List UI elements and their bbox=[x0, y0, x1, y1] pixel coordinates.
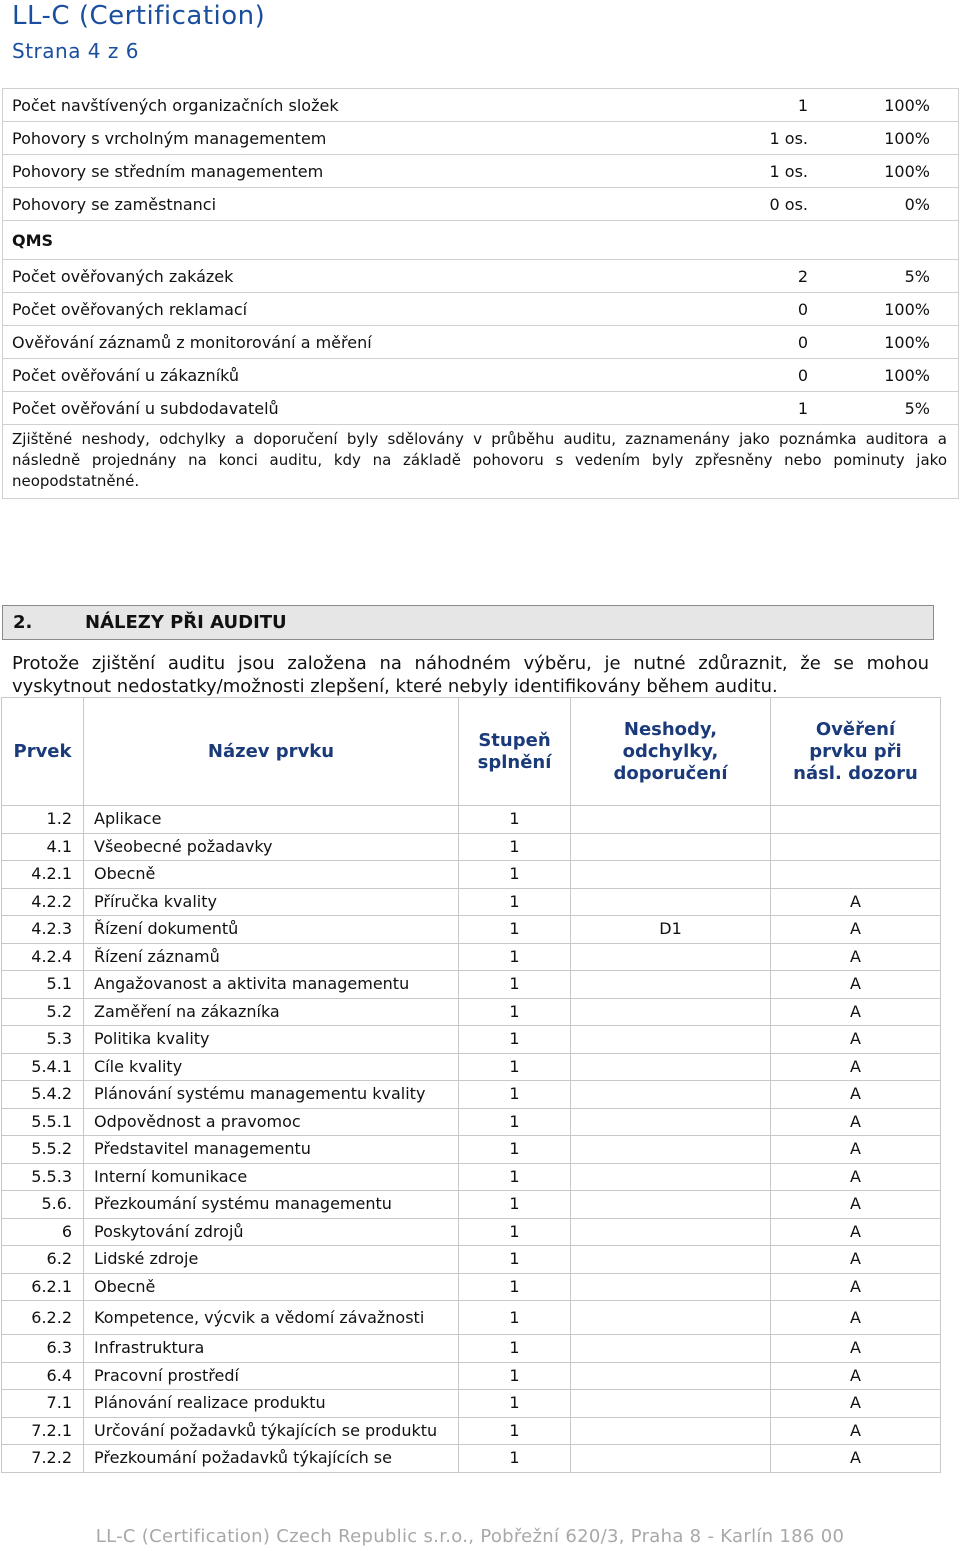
row-name: Politika kvality bbox=[84, 1026, 459, 1054]
row-verification: A bbox=[771, 1136, 941, 1164]
page-footer: LL-C (Certification) Czech Republic s.r.o., Pobřežní 620/3, Praha 8 - Karlín 186 00 bbox=[95, 1526, 845, 1547]
row-nonconformity bbox=[571, 1136, 771, 1164]
stats-row bbox=[3, 326, 958, 359]
row-verification bbox=[771, 833, 941, 861]
row-level: 1 bbox=[459, 1191, 571, 1219]
row-element: 5.5.3 bbox=[2, 1163, 84, 1191]
stats-count: 2 bbox=[797, 267, 808, 286]
stats-row bbox=[3, 188, 958, 221]
table-row bbox=[2, 1108, 941, 1136]
table-row bbox=[2, 1390, 941, 1418]
row-nonconformity bbox=[571, 1362, 771, 1390]
stats-percent: 5% bbox=[904, 399, 930, 418]
row-verification: A bbox=[771, 1163, 941, 1191]
row-name: Kompetence, výcvik a vědomí závažnosti bbox=[84, 1301, 459, 1335]
row-element: 5.4.2 bbox=[2, 1081, 84, 1109]
stats-count: 1 os. bbox=[769, 129, 808, 148]
findings-table bbox=[1, 697, 941, 1473]
stats-count: 0 bbox=[797, 300, 808, 319]
table-row bbox=[2, 1301, 941, 1335]
row-verification: A bbox=[771, 1301, 941, 1335]
qms-heading: QMS bbox=[12, 231, 54, 250]
stats-label: Pohovory s vrcholným managementem bbox=[12, 129, 327, 148]
table-row bbox=[2, 1335, 941, 1363]
table-row bbox=[2, 888, 941, 916]
findings-header-row bbox=[2, 698, 941, 806]
row-level: 1 bbox=[459, 1445, 571, 1473]
stats-label: Ověřování záznamů z monitorování a měření bbox=[12, 333, 372, 352]
row-nonconformity bbox=[571, 943, 771, 971]
row-element: 7.2.1 bbox=[2, 1417, 84, 1445]
row-nonconformity: D1 bbox=[571, 916, 771, 944]
row-name: Plánování realizace produktu bbox=[84, 1390, 459, 1418]
stats-percent: 100% bbox=[884, 162, 930, 181]
row-nonconformity bbox=[571, 1191, 771, 1219]
row-verification: A bbox=[771, 1273, 941, 1301]
row-verification: A bbox=[771, 1108, 941, 1136]
row-nonconformity bbox=[571, 1026, 771, 1054]
row-name: Pracovní prostředí bbox=[84, 1362, 459, 1390]
section-number: 2. bbox=[13, 612, 33, 633]
table-row bbox=[2, 998, 941, 1026]
row-element: 1.2 bbox=[2, 806, 84, 834]
row-level: 1 bbox=[459, 1390, 571, 1418]
table-row bbox=[2, 1273, 941, 1301]
row-name: Představitel managementu bbox=[84, 1136, 459, 1164]
row-name: Poskytování zdrojů bbox=[84, 1218, 459, 1246]
row-name: Plánování systému managementu kvality bbox=[84, 1081, 459, 1109]
row-nonconformity bbox=[571, 1218, 771, 1246]
stats-row bbox=[3, 392, 958, 425]
stats-count: 0 bbox=[797, 333, 808, 352]
stats-label: Pohovory se středním managementem bbox=[12, 162, 324, 181]
row-level: 1 bbox=[459, 833, 571, 861]
row-name: Určování požadavků týkajících se produktu bbox=[84, 1417, 459, 1445]
row-level: 1 bbox=[459, 888, 571, 916]
row-element: 5.6. bbox=[2, 1191, 84, 1219]
row-element: 7.1 bbox=[2, 1390, 84, 1418]
row-verification bbox=[771, 861, 941, 889]
row-level: 1 bbox=[459, 998, 571, 1026]
row-element: 5.3 bbox=[2, 1026, 84, 1054]
stats-count: 0 bbox=[797, 366, 808, 385]
row-element: 4.2.2 bbox=[2, 888, 84, 916]
stats-label: Počet navštívených organizačních složek bbox=[12, 96, 339, 115]
row-element: 4.2.4 bbox=[2, 943, 84, 971]
table-row bbox=[2, 1362, 941, 1390]
row-nonconformity bbox=[571, 1053, 771, 1081]
stats-label: Pohovory se zaměstnanci bbox=[12, 195, 217, 214]
row-verification: A bbox=[771, 1053, 941, 1081]
table-row bbox=[2, 806, 941, 834]
row-element: 6.4 bbox=[2, 1362, 84, 1390]
section-title: NÁLEZY PŘI AUDITU bbox=[85, 612, 287, 633]
row-level: 1 bbox=[459, 1108, 571, 1136]
row-level: 1 bbox=[459, 916, 571, 944]
row-nonconformity bbox=[571, 1445, 771, 1473]
row-element: 5.5.1 bbox=[2, 1108, 84, 1136]
section-intro: Protože zjištění auditu jsou založena na náhodném výběru, je nutné zdůraznit, že se mohou vyskytnout nedostatky/možnosti zlepšení, které nebyly identifikovány během auditu. bbox=[12, 653, 929, 697]
stats-row bbox=[3, 155, 958, 188]
table-row bbox=[2, 943, 941, 971]
row-nonconformity bbox=[571, 1273, 771, 1301]
row-name: Lidské zdroje bbox=[84, 1246, 459, 1274]
document-title: LL-C (Certification) bbox=[12, 1, 266, 31]
row-nonconformity bbox=[571, 1335, 771, 1363]
row-level: 1 bbox=[459, 1136, 571, 1164]
row-nonconformity bbox=[571, 833, 771, 861]
table-row bbox=[2, 1246, 941, 1274]
row-verification bbox=[771, 806, 941, 834]
stats-label: Počet ověřování u subdodavatelů bbox=[12, 399, 279, 418]
header-name: Název prvku bbox=[84, 698, 459, 806]
stats-percent: 100% bbox=[884, 129, 930, 148]
stats-label: Počet ověřování u zákazníků bbox=[12, 366, 240, 385]
table-row bbox=[2, 1026, 941, 1054]
row-element: 4.2.1 bbox=[2, 861, 84, 889]
audit-stats-table bbox=[2, 88, 959, 499]
row-verification: A bbox=[771, 1335, 941, 1363]
row-level: 1 bbox=[459, 806, 571, 834]
row-verification: A bbox=[771, 998, 941, 1026]
row-nonconformity bbox=[571, 1417, 771, 1445]
table-row bbox=[2, 1053, 941, 1081]
page-indicator: Strana 4 z 6 bbox=[12, 39, 139, 63]
row-name: Infrastruktura bbox=[84, 1335, 459, 1363]
header-verification: Ověření prvku při násl. dozoru bbox=[771, 698, 941, 806]
row-name: Řízení záznamů bbox=[84, 943, 459, 971]
row-verification: A bbox=[771, 1390, 941, 1418]
row-verification: A bbox=[771, 943, 941, 971]
row-level: 1 bbox=[459, 1246, 571, 1274]
row-element: 6.2 bbox=[2, 1246, 84, 1274]
row-element: 6.2.1 bbox=[2, 1273, 84, 1301]
stats-percent: 100% bbox=[884, 300, 930, 319]
table-row bbox=[2, 861, 941, 889]
row-level: 1 bbox=[459, 971, 571, 999]
row-verification: A bbox=[771, 916, 941, 944]
stats-count: 1 bbox=[797, 96, 808, 115]
row-name: Přezkoumání požadavků týkajících se bbox=[84, 1445, 459, 1473]
header-level: Stupeň splnění bbox=[459, 698, 571, 806]
table-row bbox=[2, 1081, 941, 1109]
row-nonconformity bbox=[571, 971, 771, 999]
row-nonconformity bbox=[571, 1246, 771, 1274]
row-name: Všeobecné požadavky bbox=[84, 833, 459, 861]
stats-count: 1 bbox=[797, 399, 808, 418]
row-name: Řízení dokumentů bbox=[84, 916, 459, 944]
table-row bbox=[2, 1417, 941, 1445]
row-name: Angažovanost a aktivita managementu bbox=[84, 971, 459, 999]
row-name: Přezkoumání systému managementu bbox=[84, 1191, 459, 1219]
stats-row bbox=[3, 260, 958, 293]
row-verification: A bbox=[771, 971, 941, 999]
audit-note: Zjištěné neshody, odchylky a doporučení byly sdělovány v průběhu auditu, zaznamenány jako poznámka auditora a následně projednány na konci auditu, kdy na základě pohovoru s vedením byly zpřesněny nebo pominuty jako neopodstatněné. bbox=[12, 430, 947, 490]
stats-label: Počet ověřovaných reklamací bbox=[12, 300, 248, 319]
stats-count: 0 os. bbox=[769, 195, 808, 214]
table-row bbox=[2, 1445, 941, 1473]
table-row bbox=[2, 1218, 941, 1246]
row-verification: A bbox=[771, 1218, 941, 1246]
row-name: Interní komunikace bbox=[84, 1163, 459, 1191]
row-verification: A bbox=[771, 1246, 941, 1274]
row-element: 5.2 bbox=[2, 998, 84, 1026]
row-level: 1 bbox=[459, 1218, 571, 1246]
table-row bbox=[2, 1191, 941, 1219]
row-name: Obecně bbox=[84, 1273, 459, 1301]
row-element: 4.1 bbox=[2, 833, 84, 861]
table-row bbox=[2, 971, 941, 999]
header-nonconformities: Neshody, odchylky, doporučení bbox=[571, 698, 771, 806]
stats-percent: 100% bbox=[884, 366, 930, 385]
row-element: 4.2.3 bbox=[2, 916, 84, 944]
stats-percent: 5% bbox=[904, 267, 930, 286]
row-level: 1 bbox=[459, 1163, 571, 1191]
table-row bbox=[2, 1163, 941, 1191]
row-nonconformity bbox=[571, 1108, 771, 1136]
row-verification: A bbox=[771, 1191, 941, 1219]
row-nonconformity bbox=[571, 806, 771, 834]
row-nonconformity bbox=[571, 998, 771, 1026]
table-row bbox=[2, 833, 941, 861]
stats-row bbox=[3, 293, 958, 326]
row-level: 1 bbox=[459, 1026, 571, 1054]
row-name: Obecně bbox=[84, 861, 459, 889]
table-row bbox=[2, 1136, 941, 1164]
row-name: Cíle kvality bbox=[84, 1053, 459, 1081]
row-nonconformity bbox=[571, 861, 771, 889]
row-name: Příručka kvality bbox=[84, 888, 459, 916]
row-level: 1 bbox=[459, 1053, 571, 1081]
row-element: 5.5.2 bbox=[2, 1136, 84, 1164]
row-level: 1 bbox=[459, 1081, 571, 1109]
qms-heading-row bbox=[3, 221, 958, 260]
stats-label: Počet ověřovaných zakázek bbox=[12, 267, 234, 286]
row-element: 7.2.2 bbox=[2, 1445, 84, 1473]
header-element: Prvek bbox=[2, 698, 84, 806]
row-level: 1 bbox=[459, 1301, 571, 1335]
row-name: Odpovědnost a pravomoc bbox=[84, 1108, 459, 1136]
stats-row bbox=[3, 89, 958, 122]
row-level: 1 bbox=[459, 943, 571, 971]
row-level: 1 bbox=[459, 861, 571, 889]
row-level: 1 bbox=[459, 1335, 571, 1363]
row-level: 1 bbox=[459, 1273, 571, 1301]
row-level: 1 bbox=[459, 1362, 571, 1390]
row-nonconformity bbox=[571, 888, 771, 916]
row-element: 6 bbox=[2, 1218, 84, 1246]
stats-percent: 100% bbox=[884, 96, 930, 115]
row-verification: A bbox=[771, 1362, 941, 1390]
row-level: 1 bbox=[459, 1417, 571, 1445]
row-nonconformity bbox=[571, 1390, 771, 1418]
row-name: Aplikace bbox=[84, 806, 459, 834]
row-nonconformity bbox=[571, 1163, 771, 1191]
row-element: 6.2.2 bbox=[2, 1301, 84, 1335]
row-element: 5.4.1 bbox=[2, 1053, 84, 1081]
row-element: 6.3 bbox=[2, 1335, 84, 1363]
row-verification: A bbox=[771, 1081, 941, 1109]
row-name: Zaměření na zákazníka bbox=[84, 998, 459, 1026]
stats-row bbox=[3, 122, 958, 155]
row-nonconformity bbox=[571, 1301, 771, 1335]
stats-count: 1 os. bbox=[769, 162, 808, 181]
stats-percent: 100% bbox=[884, 333, 930, 352]
table-row bbox=[2, 916, 941, 944]
stats-percent: 0% bbox=[904, 195, 930, 214]
row-verification: A bbox=[771, 1445, 941, 1473]
row-verification: A bbox=[771, 888, 941, 916]
row-nonconformity bbox=[571, 1081, 771, 1109]
row-verification: A bbox=[771, 1026, 941, 1054]
stats-row bbox=[3, 359, 958, 392]
row-element: 5.1 bbox=[2, 971, 84, 999]
section-header bbox=[2, 605, 934, 640]
row-verification: A bbox=[771, 1417, 941, 1445]
